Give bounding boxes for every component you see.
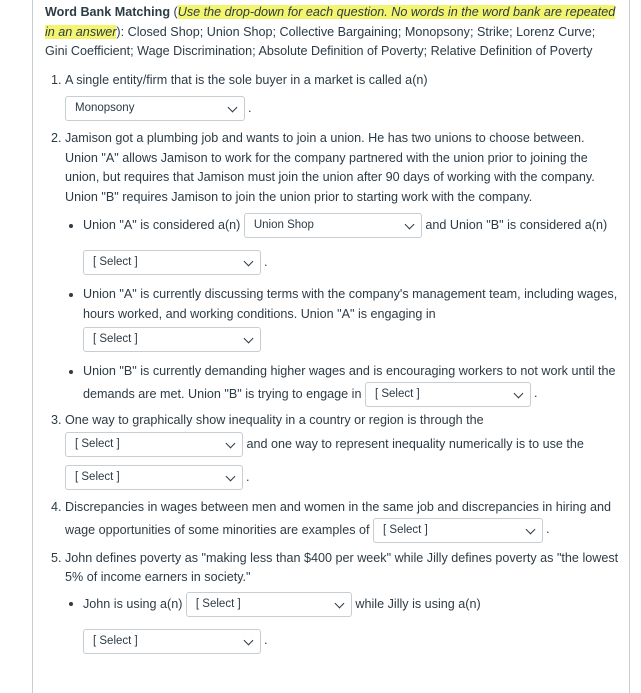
q1-select-value: Monopsony — [75, 102, 135, 114]
q5-select-2[interactable] — [83, 629, 261, 654]
q2-select-c[interactable] — [83, 327, 261, 352]
q3-select-2[interactable] — [65, 465, 243, 490]
chevron-down-icon — [228, 103, 238, 113]
chevron-down-icon — [526, 524, 536, 534]
q5-b1-answer — [83, 629, 620, 654]
period: . — [264, 633, 268, 648]
period: . — [533, 386, 538, 401]
question-4 — [65, 498, 620, 543]
question-list — [45, 71, 620, 654]
q5-bullet-1 — [83, 592, 620, 654]
chevron-down-icon — [244, 334, 254, 344]
question-2-bullets — [65, 213, 620, 407]
question-2-text: Jamison got a plumbing job and wants to join a union. He has two unions to choose between. Union "A" allows Jamison to work for the company partnered with the union prior to joining the union, but requires that Jamison must join the union after 90 days of working with the company. Union "B" requires Jamison to join the union prior to starting work with the company. — [65, 131, 595, 204]
q2-bullet-3 — [83, 362, 620, 407]
chevron-down-icon — [334, 598, 344, 608]
q4-select[interactable] — [373, 518, 543, 543]
question-1-text: A single entity/firm that is the sole buyer in a market is called a(n) — [65, 72, 428, 87]
q5-select-2-value: [ Select ] — [93, 634, 138, 647]
question-3 — [65, 411, 620, 491]
period: . — [246, 469, 250, 484]
q1-select[interactable] — [65, 96, 245, 121]
q2-select-a[interactable] — [244, 213, 422, 238]
question-5 — [65, 549, 620, 654]
q2-bullet-1 — [83, 213, 620, 275]
q5-b1-before: John is using a(n) — [83, 596, 183, 611]
q2-select-c-value: [ Select ] — [93, 333, 138, 345]
question-1-answer — [65, 96, 620, 121]
close-paren: ): — [116, 24, 128, 39]
question-3-answer-1 — [65, 432, 620, 457]
question-3-text: One way to graphically show inequality in a country or region is through the — [65, 412, 484, 427]
q2-b2-text: Union "A" is currently discussing terms with the company's management team, including wages, hours worked, and working conditions. Union "A" is engaging in — [83, 287, 618, 321]
question-2 — [65, 129, 620, 407]
period: . — [264, 254, 268, 269]
q2-b1-answer — [83, 250, 620, 275]
intro-paragraph — [45, 3, 620, 62]
chevron-down-icon — [244, 257, 254, 267]
q2-select-b-value: [ Select ] — [93, 256, 138, 268]
section-title: Word Bank Matching — [45, 5, 171, 19]
question-5-bullets — [65, 592, 620, 654]
period: . — [546, 522, 550, 537]
q5-select-1[interactable] — [186, 592, 352, 617]
open-paren: ( — [170, 5, 178, 19]
q3-select-1[interactable] — [65, 432, 243, 457]
q2-b3-text: Union "B" is currently demanding higher wages and is encouraging workers to not work until the demands are met. Union "B" is trying to engage in — [83, 364, 616, 401]
q3-select-2-value: [ Select ] — [75, 471, 120, 483]
q3-middle: and one way to represent inequality numerically is to use the — [246, 436, 584, 451]
q2-select-a-value: Union Shop — [253, 219, 314, 231]
q2-select-d[interactable] — [365, 382, 531, 407]
question-5-text: John defines poverty as "making less than $400 per week" while Jilly defines poverty as "the lowest 5% of income earners in society." — [65, 550, 619, 584]
q5-select-1-value: [ Select ] — [195, 597, 241, 610]
q2-select-d-value: [ Select ] — [374, 387, 420, 400]
chevron-down-icon — [514, 388, 524, 398]
chevron-down-icon — [226, 472, 236, 482]
instruction-highlight: Use the drop-down for each question. No words in the word bank are repeated in an answer — [45, 5, 616, 39]
q3-select-1-value: [ Select ] — [75, 438, 120, 450]
question-4-text: Discrepancies in wages between men and women in the same job and discrepancies in hiring and wage opportunities of some minorities are examples of — [65, 500, 612, 537]
q2-select-b[interactable] — [83, 250, 261, 275]
q5-b1-middle: while Jilly is using a(n) — [355, 596, 481, 611]
chevron-down-icon — [244, 635, 254, 645]
quiz-content — [45, 3, 620, 658]
chevron-down-icon — [404, 220, 414, 230]
q2-b1-middle: and Union "B" is considered a(n) — [425, 217, 608, 232]
question-3-answer-2 — [65, 465, 620, 490]
q2-bullet-2 — [83, 285, 620, 352]
q2-b2-answer — [83, 327, 620, 352]
period: . — [248, 100, 252, 115]
q2-b1-before: Union "A" is considered a(n) — [83, 217, 241, 232]
word-bank: Closed Shop; Union Shop; Collective Bargaining; Monopsony; Strike; Lorenz Curve; Gini Coefficient; Wage Discrimination; Absolute Definition of Poverty; Relative Definition of Poverty — [45, 24, 596, 58]
question-1 — [65, 71, 620, 122]
chevron-down-icon — [226, 439, 236, 449]
q4-select-value: [ Select ] — [383, 523, 428, 536]
